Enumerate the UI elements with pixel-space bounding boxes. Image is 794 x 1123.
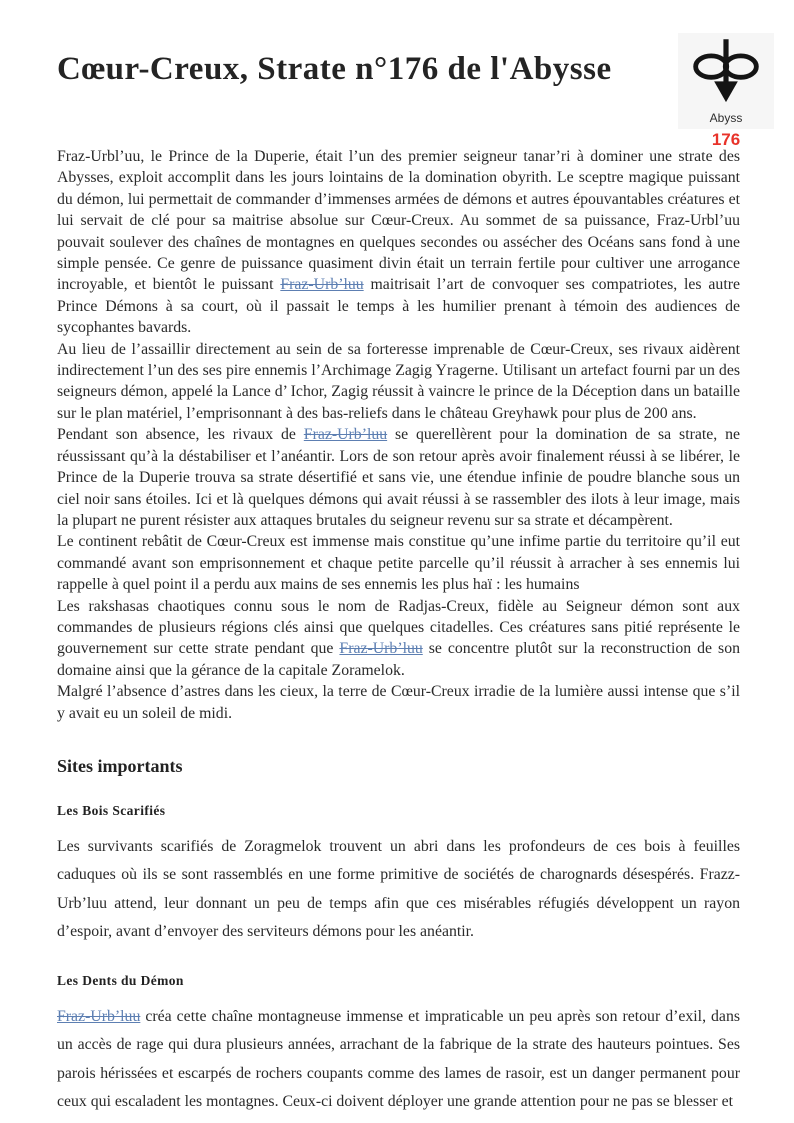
intro-text xyxy=(57,146,740,724)
paragraph: Fraz-Urb’luu créa cette chaîne montagneuse immense et impraticable un peu après son retour d’exil, dans un accès de rage qui dura plusieurs années, arrachant de la fabrique de la strate des hauteurs pointues. Ses parois hérissées et escarpés de rochers coupants comme des lames de rasoir, est un danger permanent pour ceux qui escaladent les montagnes. Ceux-ci doivent déployer une grande attention pour ne pas se blesser et xyxy=(57,1007,740,1111)
document-body xyxy=(57,146,740,1117)
paragraph: Les rakshasas chaotiques connu sous le nom de Radjas-Creux, fidèle au Seigneur démon sont aux commandes de plusieurs régions clés ainsi que quelques citadelles. Ces créatures sans pitié représente le gouvernement sur cette strate pendant que Fraz-Urb’luu se concentre plutôt sur la reconstruction de son domaine ainsi que la gérance de la capitale Zoramelok. xyxy=(57,597,740,679)
page-title: Cœur-Creux, Strate n°176 de l'Abysse xyxy=(57,51,612,87)
fraz-urbluu-link[interactable]: Fraz-Urb’luu xyxy=(280,276,364,294)
abyss-infinity-arrow-icon xyxy=(689,37,763,111)
abyss-badge xyxy=(678,33,774,150)
site-subsection xyxy=(57,803,740,947)
abyss-badge-label: Abyss xyxy=(709,111,743,125)
paragraph: Les survivants scarifiés de Zoragmelok trouvent un abri dans les profondeurs de ces bois à feuilles caduques où ils se sont rassemblés en une forme primitive de sociétés de charognards désespérés. Frazz-Urb’luu attend, leur donnant un peu de temps afin que ces misérables réfugiés développent un rayon d’espoir, avant d’envoyer des serviteurs démons pour les anéantir. xyxy=(57,837,740,941)
sites-importants-heading: Sites importants xyxy=(57,755,183,776)
paragraph: Malgré l’absence d’astres dans les cieux, la terre de Cœur-Creux irradie de la lumière aussi intense que s’il y avait eu un soleil de midi. xyxy=(57,683,740,722)
fraz-urbluu-link[interactable]: Fraz-Urb’luu xyxy=(339,640,423,658)
fraz-urbluu-link[interactable]: Fraz-Urb’luu xyxy=(57,1007,141,1025)
paragraph: Fraz-Urbl’uu, le Prince de la Duperie, était l’un des premier seigneur tanar’ri à dominer une strate des Abysses, exploit accomplit dans les jours lointains de la domination obyrith. Le sceptre magique puissant du démon, lui permettait de commander d’immenses armées de démons et autres épouvantables créatures et lui servait de clé pour sa maitrise absolue sur Cœur-Creux. Au sommet de sa puissance, Fraz-Urbl’uu pouvait soulever des chaînes de montagnes en quelques secondes ou assécher des Océans sans fond à une simple pensée. Ce genre de puissance quasiment divin était un terrain fertile pour cultiver une arrogance incroyable, et bientôt le puissant Fraz-Urb’luu maitrisait l’art de convoquer ses compatriotes, les autre Prince Démons à sa court, où il passait le temps à les humilier prenant à témoin des audiences de sycophantes bavards. xyxy=(57,148,740,337)
paragraph: Pendant son absence, les rivaux de Fraz-Urb’luu se querellèrent pour la domination de sa strate, ne réussissant qu’à la déstabiliser et l’anéantir. Lors de son retour après avoir finalement réussi à se libérer, le Prince de la Duperie trouva sa strate désertifié et sans vie, une étendue infinie de poudre blanche sous un ciel noir sans étoiles. Ici et là quelques démons qui avait réussi à se rassembler des ilots à leur image, mais la plupart ne purent résister aux attaques brutales du seigneur revenu sur sa strate et décampèrent. xyxy=(57,426,740,529)
subsection-title: Les Bois Scarifiés xyxy=(57,802,166,818)
page-header xyxy=(57,48,743,149)
fraz-urbluu-link[interactable]: Fraz-Urb’luu xyxy=(303,426,388,444)
paragraph: Au lieu de l’assaillir directement au sein de sa forteresse imprenable de Cœur-Creux, ses rivaux aidèrent indirectement l’un des ses pire ennemis l’Archimage Zagig Yragerne. Utilisant un artefact fourni par un des seigneurs démon, appelé la Lance d’ Ichor, Zagig réussit à vaincre le prince de la Déception dans un bataille sur le plan matériel, l’emprisonnant à des bas-reliefs dans le château Greyhawk pour plus de 200 ans. xyxy=(57,340,740,422)
abyss-badge-number: 176 xyxy=(711,130,741,149)
abyss-icon-box xyxy=(678,33,774,129)
sites-sections xyxy=(57,803,740,1117)
paragraph: Le continent rebâtit de Cœur-Creux est immense mais constitue qu’une infime partie du territoire qu’il eut commandé avant son emprisonnement et chaque petite parcelle qu’il réussit à arracher à ses ennemis lui rappelle à quel point il a perdu aux mains de ses ennemis les plus haï : les humains xyxy=(57,533,740,594)
subsection-title: Les Dents du Démon xyxy=(57,972,184,988)
site-subsection xyxy=(57,973,740,1117)
